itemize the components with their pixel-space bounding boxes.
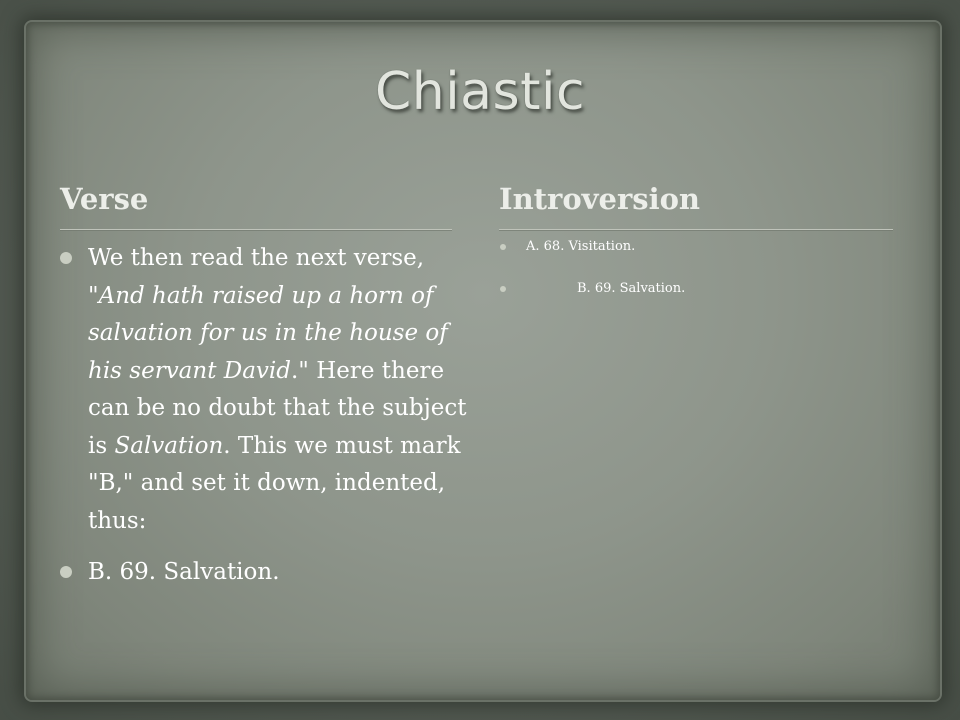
list-item: [60, 554, 470, 592]
left-bullet-list: [60, 240, 470, 592]
bullet-text: . This we must mark "B," and set it down, indented, thus:: [88, 432, 461, 534]
subject-word: Salvation: [114, 432, 224, 459]
left-column-heading: Verse: [60, 182, 149, 216]
list-item: [500, 236, 900, 258]
list-item: [500, 278, 900, 300]
bullet-text: ." Here there can be no doubt that the subject is: [88, 357, 467, 459]
right-column-heading: Introversion: [499, 182, 701, 216]
right-heading-divider: [499, 229, 893, 230]
bullet-dot-icon: [60, 566, 72, 578]
bullet-text: A. 68. Visitation.: [526, 239, 636, 254]
scripture-quote: And hath raised up a horn of salvation for us in the house of his servant David: [88, 282, 448, 384]
list-item: [60, 240, 470, 540]
bullet-dot-icon: [500, 244, 506, 250]
bullet-text: We then read the next verse, ": [88, 245, 425, 309]
bullet-text: B. 69. Salvation.: [577, 281, 686, 296]
bullet-text: B. 69. Salvation.: [88, 559, 280, 585]
bullet-dot-icon: [500, 286, 506, 292]
bullet-dot-icon: [60, 252, 72, 264]
slide-title: Chiastic: [374, 62, 586, 122]
left-heading-divider: [60, 229, 452, 230]
right-bullet-list: [500, 236, 900, 300]
